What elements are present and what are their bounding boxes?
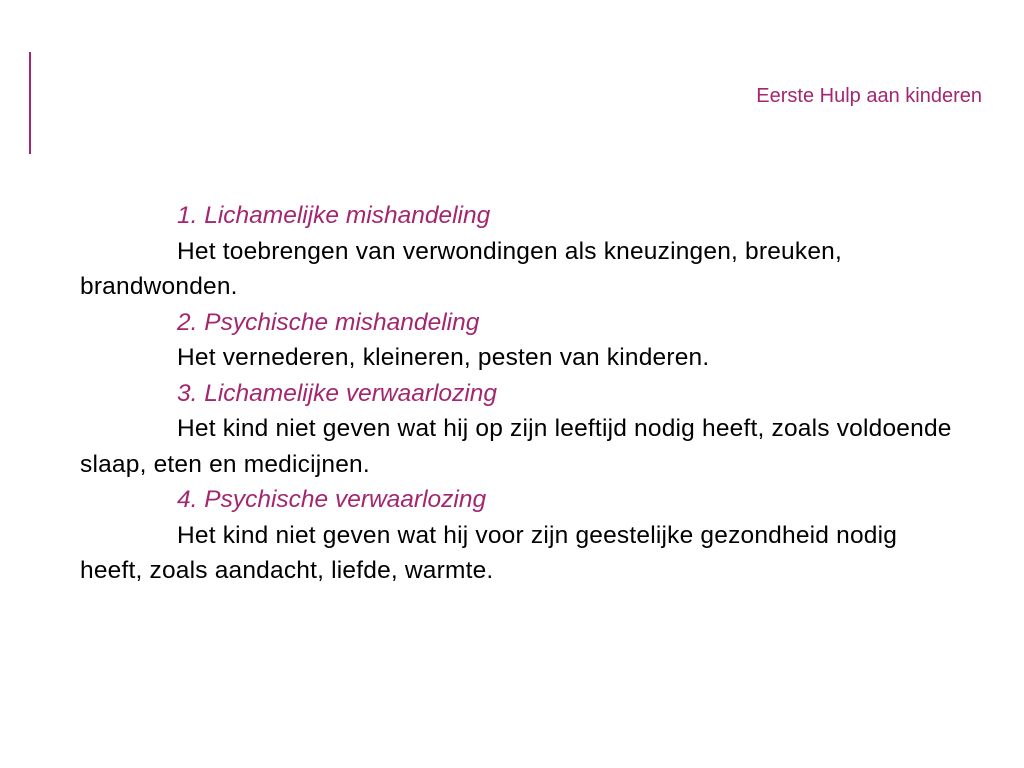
slide-title: Eerste Hulp aan kinderen [756, 85, 982, 107]
item-heading: 3. Lichamelijke verwaarlozing [177, 379, 498, 407]
item-text: Het kind niet geven wat hij op zijn leeftijd nodig heeft, zoals voldoende slaap, eten en medicijnen. [80, 415, 952, 478]
list-item [80, 198, 960, 305]
item-heading: 4. Psychische verwaarlozing [177, 486, 487, 513]
list-item [80, 482, 960, 589]
item-heading: 1. Lichamelijke mishandeling [177, 202, 491, 229]
accent-bar [29, 52, 31, 154]
item-heading: 2. Psychische mishandeling [177, 308, 480, 336]
item-text: Het kind niet geven wat hij voor zijn geestelijke gezondheid nodig heeft, zoals aandacht, liefde, warmte. [80, 521, 898, 584]
item-text: Het toebrengen van verwondingen als kneuzingen, breuken, brandwonden. [80, 237, 842, 300]
item-text: Het vernederen, kleineren, pesten van kinderen. [177, 344, 710, 371]
list-item [80, 376, 960, 483]
slide-content [80, 198, 960, 589]
list-item [80, 305, 960, 376]
